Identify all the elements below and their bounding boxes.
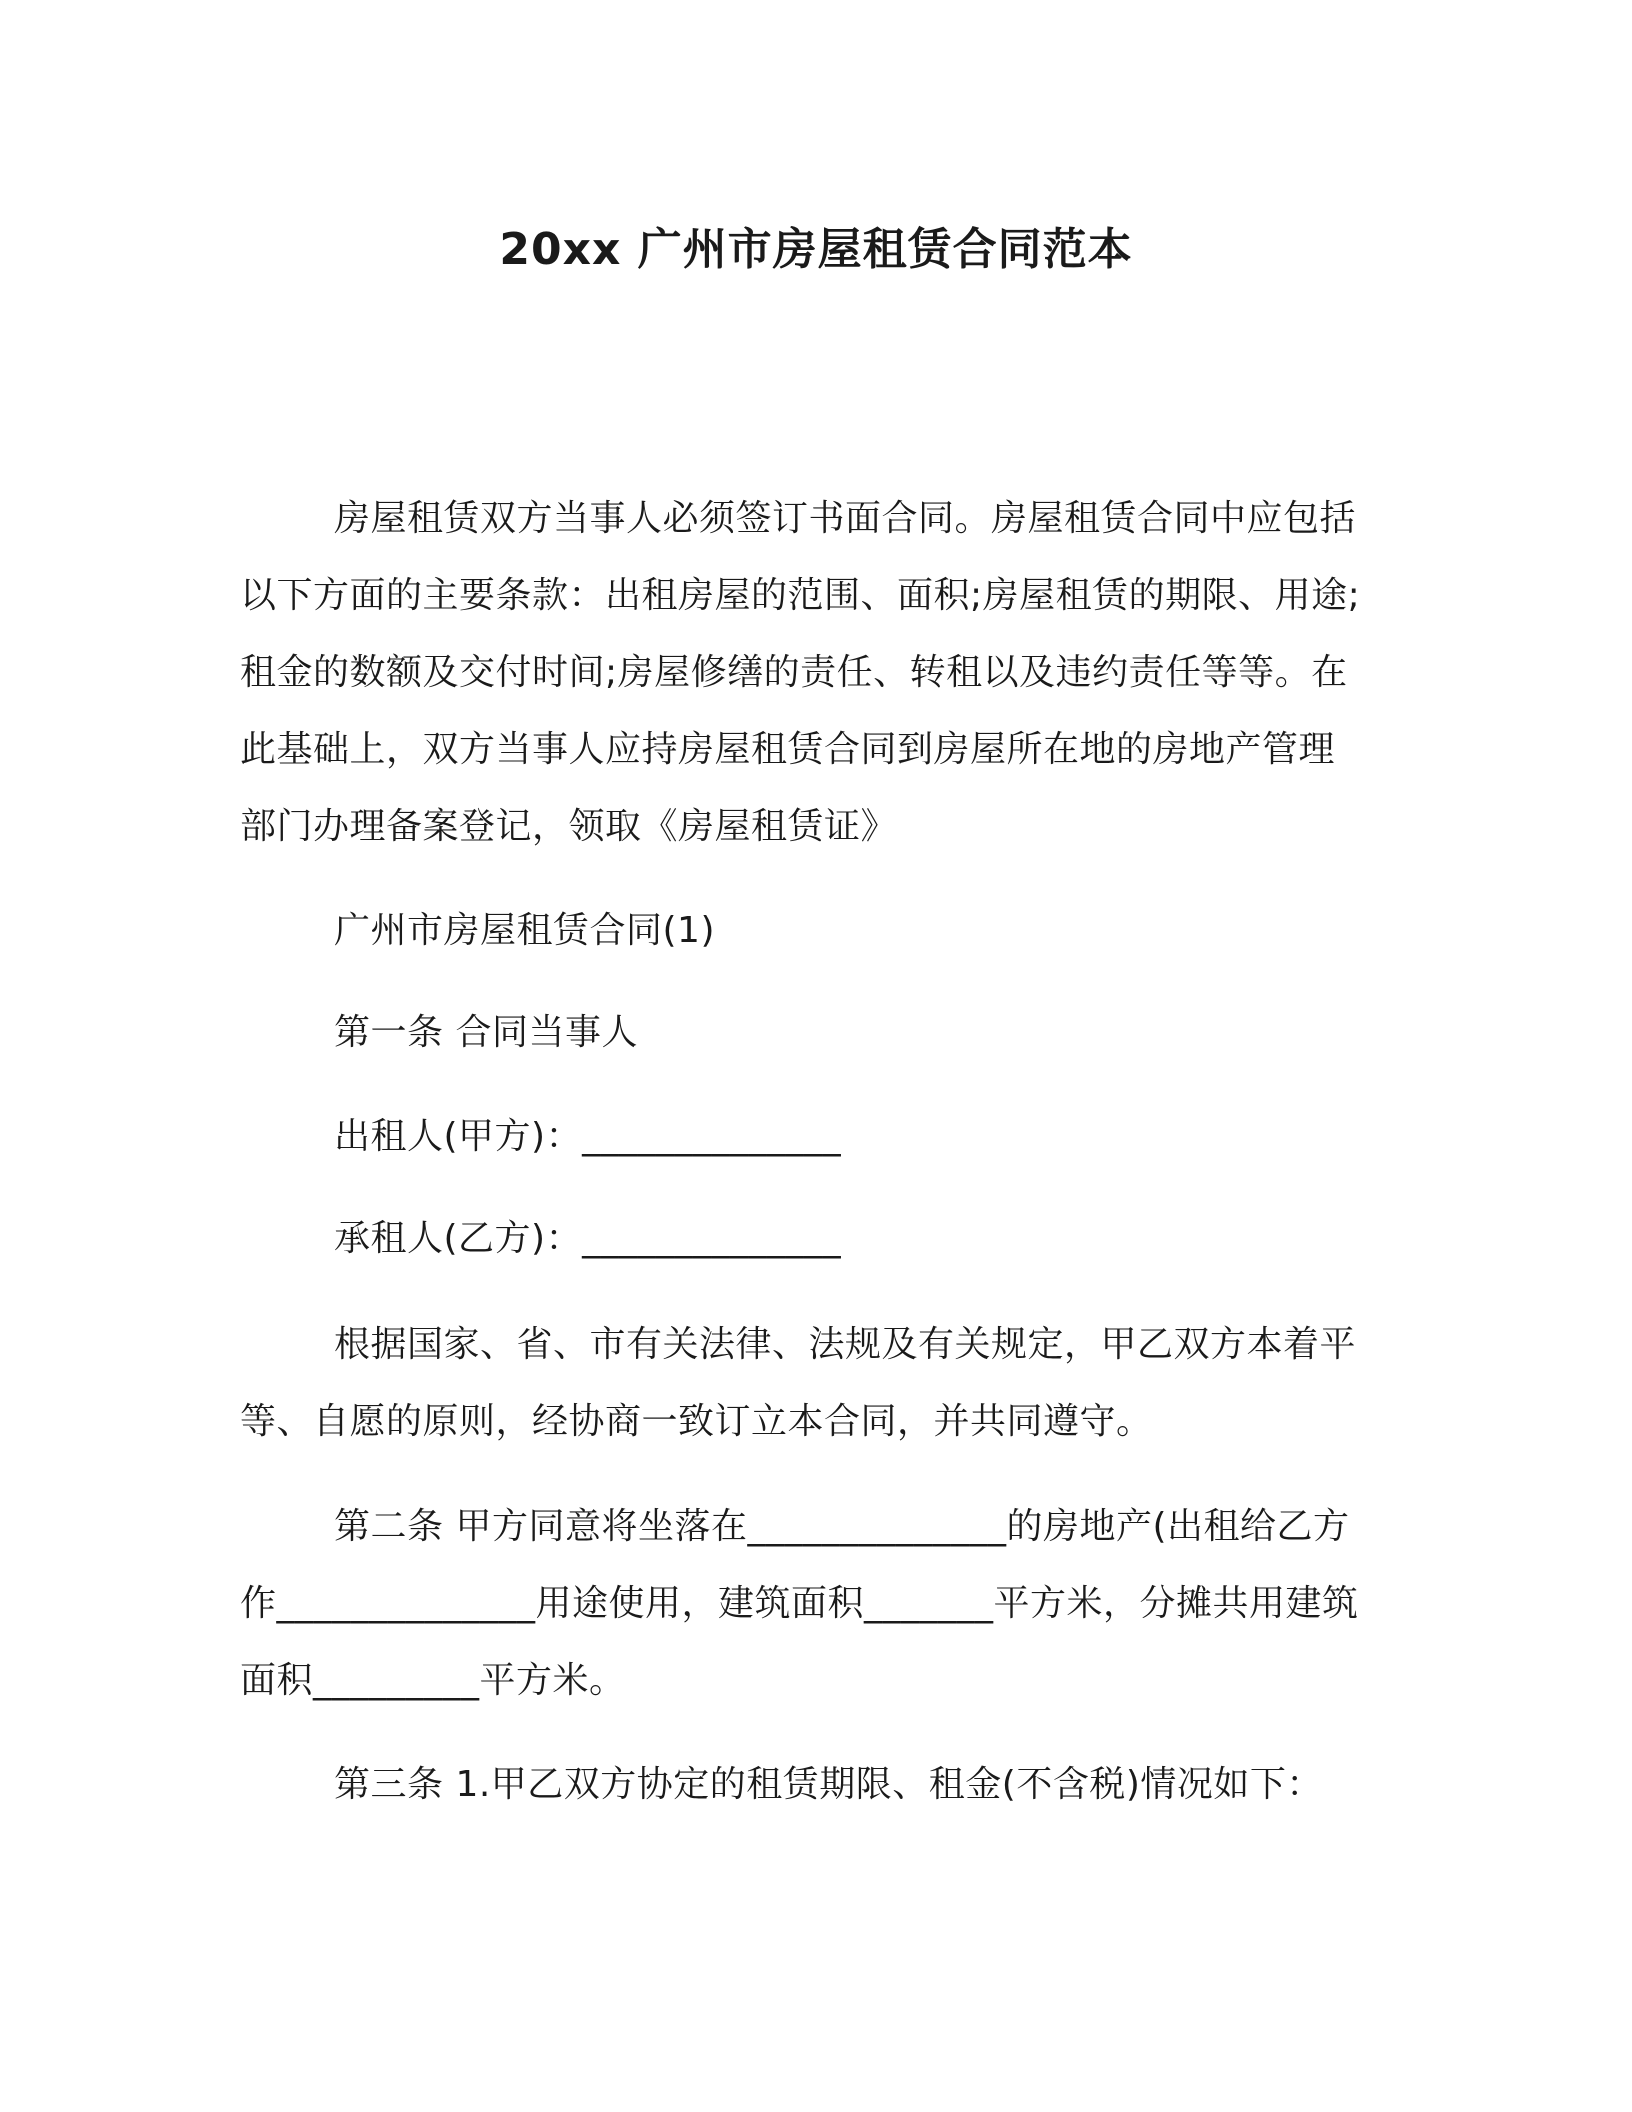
intro-paragraph: 房屋租赁双方当事人必须签订书面合同。房屋租赁合同中应包括以下方面的主要条款：出租房屋的范围、面积;房屋租赁的期限、用途;租金的数额及交付时间;房屋修缮的责任、转租以及违约责任等等。在此基础上，双方当事人应持房屋租赁合同到房屋所在地的房地产管理部门办理备案登记，领取《房屋租赁证》 — [240, 498, 1361, 847]
lessor-line: 出租人(甲方)：______________ — [334, 1116, 842, 1157]
contract-heading: 广州市房屋租赁合同(1) — [334, 910, 715, 951]
article-1-heading: 第一条 合同当事人 — [334, 1012, 638, 1053]
article-3-line: 第三条 1.甲乙双方协定的租赁期限、租金(不含税)情况如下： — [334, 1764, 1323, 1805]
article-2-paragraph: 第二条 甲方同意将坐落在______________的房地产(出租给乙方作______________用途使用，建筑面积_______平方米，分摊共用建筑面积_________平方米。 — [240, 1506, 1359, 1701]
lessee-line: 承租人(乙方)：______________ — [334, 1218, 842, 1259]
document-title: 20xx 广州市房屋租赁合同范本 — [499, 224, 1133, 275]
basis-paragraph: 根据国家、省、市有关法律、法规及有关规定，甲乙双方本着平等、自愿的原则，经协商一致订立本合同，并共同遵守。 — [240, 1324, 1357, 1442]
